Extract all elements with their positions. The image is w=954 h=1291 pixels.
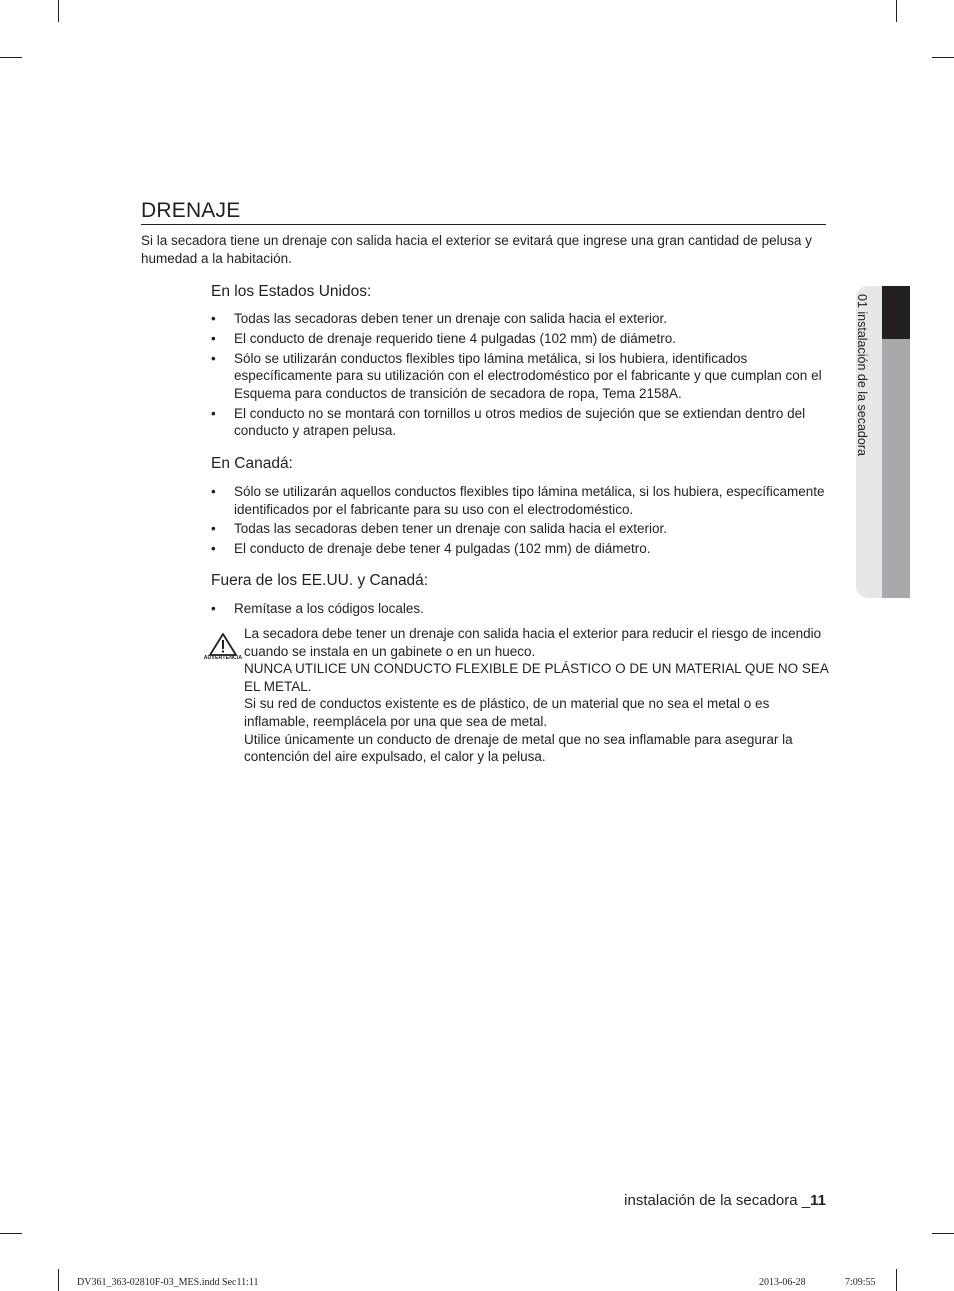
crop-mark: [58, 1269, 59, 1291]
bullet-glyph: •: [211, 330, 216, 346]
page-footer: [624, 1192, 826, 1209]
list-item: [211, 405, 831, 440]
bullet-glyph: •: [211, 601, 216, 616]
section-other: [211, 572, 831, 620]
side-tab-active-marker: [882, 286, 910, 339]
intro-paragraph: Si la secadora tiene un drenaje con salida hacia el exterior se evitará que ingrese una gran cantidad de pelusa y humedad a la habitación.: [141, 233, 812, 266]
side-tab-label: 01 instalación de la secadora: [855, 294, 869, 456]
warning-paragraph: NUNCA UTILICE UN CONDUCTO FLEXIBLE DE PLÁSTICO O DE UN MATERIAL QUE NO SEA EL METAL.: [244, 661, 829, 694]
crop-mark: [932, 57, 954, 58]
list-item-text: El conducto no se montará con tornillos u otros medios de sujeción que se extiendan dentro del conducto y atrapen pelusa.: [234, 405, 806, 439]
warning-paragraph: La secadora debe tener un drenaje con salida hacia el exterior para reducir el riesgo de incendio cuando se instala en un gabinete o en un hueco.: [244, 626, 822, 659]
bullet-glyph: •: [211, 484, 216, 499]
list-item: [211, 540, 831, 558]
slug-date: 2013-06-28: [759, 1277, 806, 1288]
list-item-text: Sólo se utilizarán aquellos conductos flexibles tipo lámina metálica, si los hubiera, específicamente identificados por el fabricante para su uso con el electrodoméstico.: [234, 484, 825, 517]
slug-file: DV361_363-02810F-03_MES.indd Sec11:11: [77, 1277, 259, 1288]
list-item: [211, 310, 831, 328]
warning-paragraph: Utilice únicamente un conducto de drenaje de metal que no sea inflamable para asegurar la contención del aire expulsado, el calor y la pelusa.: [244, 731, 793, 765]
bullet-list: [211, 310, 831, 440]
list-item-text: Sólo se utilizarán conductos flexibles tipo lámina metálica, si los hubiera, identificados específicamente para su utilización con el electrodoméstico por el fabricante y que cumplan con el Esquema para conductos de transición de secadora de ropa, Tema 2158A.: [234, 350, 822, 401]
section-usa: [211, 283, 831, 442]
crop-mark: [58, 0, 59, 22]
warning-text: [244, 625, 832, 766]
bullet-list: [211, 483, 831, 558]
side-tab-grey-bar: [882, 339, 910, 598]
bullet-glyph: •: [211, 311, 216, 326]
list-item-text: Todas las secadoras deben tener un drenaje con salida hacia el exterior.: [234, 521, 668, 537]
crop-mark: [896, 1269, 897, 1291]
crop-mark: [0, 1233, 22, 1234]
list-item: [211, 600, 831, 618]
bullet-glyph: •: [211, 350, 216, 366]
warning-paragraph: Si su red de conductos existente es de plástico, de un material que no sea el metal o es inflamable, reemplácela por una que sea de metal.: [244, 696, 770, 729]
list-item-text: Todas las secadoras deben tener un drenaje con salida hacia el exterior.: [234, 311, 668, 326]
bullet-glyph: •: [211, 521, 216, 537]
crop-mark: [0, 57, 22, 58]
list-item: [211, 483, 831, 518]
section-heading: En Canadá:: [211, 455, 293, 472]
warning-label: ADVERTENCIA: [203, 655, 243, 661]
page-number: 11: [810, 1192, 826, 1209]
section-canada: [211, 455, 831, 560]
page-title: DRENAJE: [141, 199, 241, 222]
section-heading: Fuera de los EE.UU. y Canadá:: [211, 572, 429, 589]
footer-text: instalación de la secadora _: [624, 1192, 811, 1209]
bullet-glyph: •: [211, 541, 216, 557]
list-item-text: El conducto de drenaje debe tener 4 pulgadas (102 mm) de diámetro.: [234, 541, 651, 557]
section-heading: En los Estados Unidos:: [211, 283, 372, 300]
crop-mark: [932, 1233, 954, 1234]
crop-mark: [896, 0, 897, 22]
title-divider: [141, 224, 826, 225]
list-item: [211, 350, 831, 403]
slug-time: 7:09:55: [845, 1277, 876, 1288]
bullet-list: [211, 600, 831, 618]
bullet-glyph: •: [211, 405, 216, 421]
list-item-text: Remítase a los códigos locales.: [234, 601, 424, 616]
list-item: [211, 520, 831, 538]
list-item-text: El conducto de drenaje requerido tiene 4 pulgadas (102 mm) de diámetro.: [234, 330, 677, 346]
list-item: [211, 330, 831, 348]
